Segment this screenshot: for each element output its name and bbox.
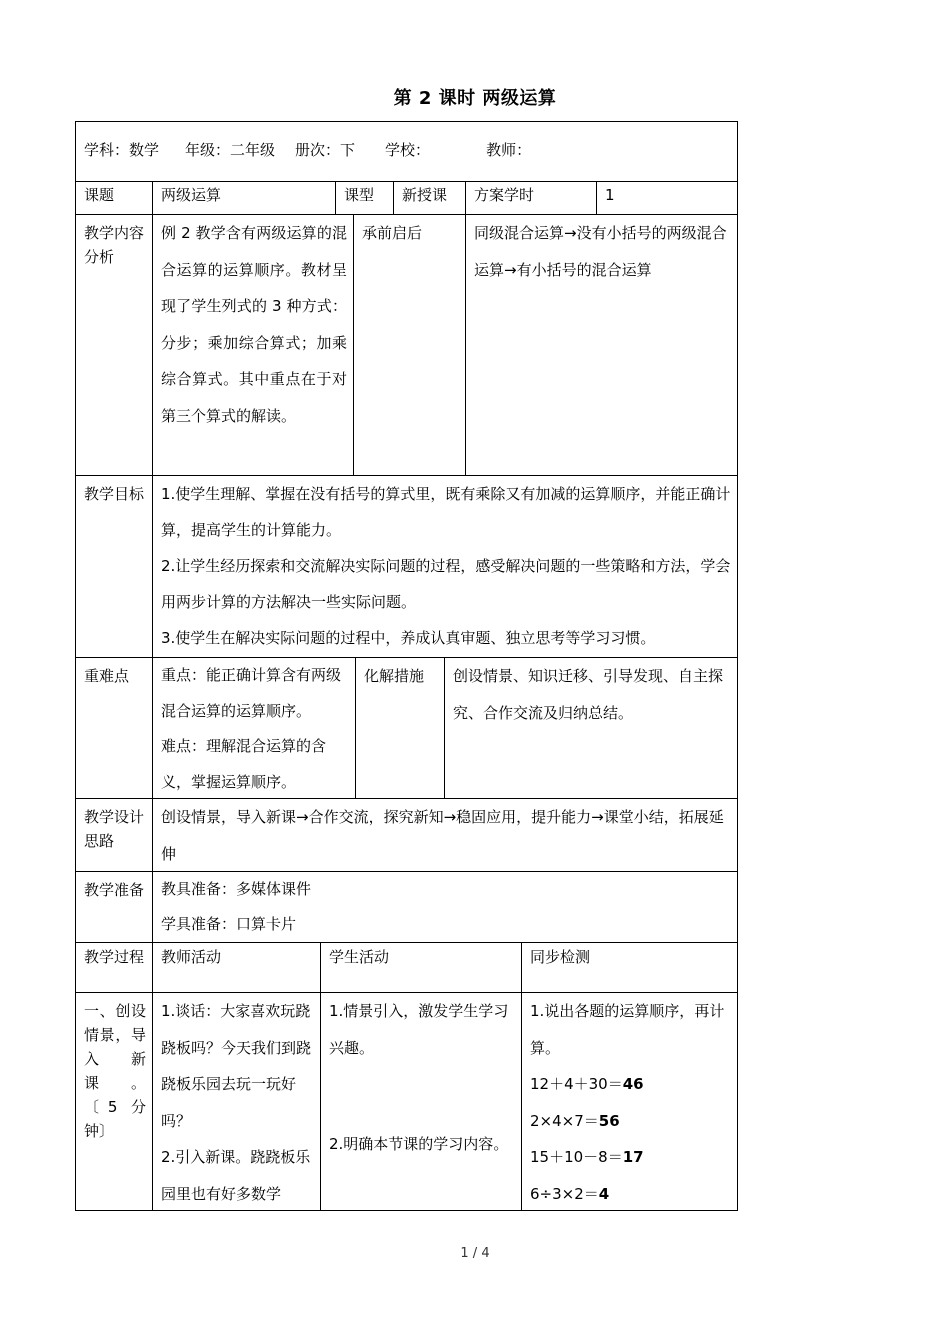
teacher-field: 教师： [486, 141, 532, 159]
teacher-activity [153, 993, 320, 1210]
measures-label: 化解措施 [364, 667, 425, 685]
analysis-content: 例 2 教学含有两级运算的混合运算的运算顺序。教材呈现了学生列式的 3 种方式：分步；乘加综合算式；加乘综合算式。其中重点在于对第三个算式的解读。 [161, 224, 347, 425]
process-label: 教学过程 [84, 948, 145, 966]
volume-field: 册次：下 [295, 141, 356, 159]
page-title: 第 2 课时 两级运算 [393, 88, 557, 109]
table-border-right [737, 121, 738, 1211]
exercise-answer: 56 [598, 1111, 620, 1130]
connection-content: 同级混合运算→没有小括号的两级混合运算→有小括号的混合运算 [474, 224, 727, 279]
topic-label: 课题 [84, 186, 115, 204]
exercise-expression: 15＋10－8＝ [530, 1148, 623, 1166]
design-label: 教学设计思路 [84, 808, 145, 850]
table-border-bottom [75, 1210, 738, 1211]
analysis-label: 教学内容分析 [84, 224, 145, 266]
subject-field: 学科：数学 [84, 141, 160, 159]
exercise-answer: 46 [622, 1075, 644, 1093]
goal-item: 1.使学生理解、掌握在没有括号的算式里，既有乘除又有加减的运算顺序，并能正确计算，提高学生的计算能力。 [161, 485, 731, 539]
exercise-item [530, 1066, 731, 1103]
hours-label: 方案学时 [474, 186, 535, 204]
student-activity-header: 学生活动 [329, 948, 390, 966]
check-instruction: 1.说出各题的运算顺序，再计算。 [530, 1002, 725, 1057]
exercise-expression: 6÷3×2＝ [530, 1184, 599, 1203]
goals-content [153, 476, 737, 657]
student-activity-item: 1.情景引入，激发学生学习兴趣。 [329, 1002, 509, 1057]
sync-check-header: 同步检测 [530, 948, 591, 966]
sync-check [522, 993, 737, 1210]
step-label: 一、创设情景，导入新课 。〔5 分钟〕 [84, 1002, 146, 1140]
goals-label: 教学目标 [84, 485, 145, 503]
exercise-item [530, 1176, 731, 1211]
key-points-label: 重难点 [84, 667, 130, 685]
design-content: 创设情景，导入新课→合作交流，探究新知→稳固应用，提升能力→课堂小结，拓展延伸 [161, 808, 724, 863]
teacher-activity-item: 2.引入新课。跷跷板乐园里也有好多数学 [161, 1148, 311, 1203]
type-value: 新授课 [402, 186, 448, 204]
teacher-prep: 教具准备：多媒体课件 [161, 880, 312, 898]
type-label: 课型 [344, 186, 375, 204]
exercise-answer: 4 [598, 1184, 610, 1203]
goal-item: 2.让学生经历探索和交流解决实际问题的过程，感受解决问题的一些策略和方法，学会用两步计算的方法解决一些实际问题。 [161, 557, 731, 611]
exercise-expression: 12＋4＋30＝ [530, 1075, 623, 1093]
connection-label: 承前启后 [362, 224, 423, 242]
key-point: 重点：能正确计算含有两级混合运算的运算顺序。 [161, 666, 342, 720]
exercise-item [530, 1103, 731, 1140]
exercise-expression: 2×4×7＝ [530, 1111, 599, 1130]
measures-content: 创设情景、知识迁移、引导发现、自主探究、合作交流及归纳总结。 [453, 667, 724, 722]
preparation-label: 教学准备 [84, 881, 145, 899]
goal-item: 3.使学生在解决实际问题的过程中，养成认真审题、独立思考等学习习惯。 [161, 629, 656, 647]
student-prep: 学具准备：口算卡片 [161, 915, 297, 933]
exercise-item [530, 1139, 731, 1176]
topic-value: 两级运算 [161, 186, 222, 204]
key-points-content [153, 658, 355, 798]
exercise-answer: 17 [622, 1148, 644, 1166]
student-activity [321, 993, 521, 1210]
info-row [76, 122, 737, 181]
student-activity-item: 2.明确本节课的学习内容。 [329, 1135, 509, 1153]
preparation-content [153, 872, 737, 942]
hours-value: 1 [605, 186, 615, 204]
difficult-point: 难点：理解混合运算的含义，掌握运算顺序。 [161, 737, 327, 791]
school-field: 学校： [385, 141, 431, 159]
teacher-activity-header: 教师活动 [161, 948, 222, 966]
grade-field: 年级：二年级 [185, 141, 276, 159]
teacher-activity-item: 1.谈话：大家喜欢玩跷跷板吗？今天我们到跷跷板乐园去玩一玩好吗？ [161, 1002, 312, 1130]
page-number: 1 / 4 [460, 1246, 490, 1261]
